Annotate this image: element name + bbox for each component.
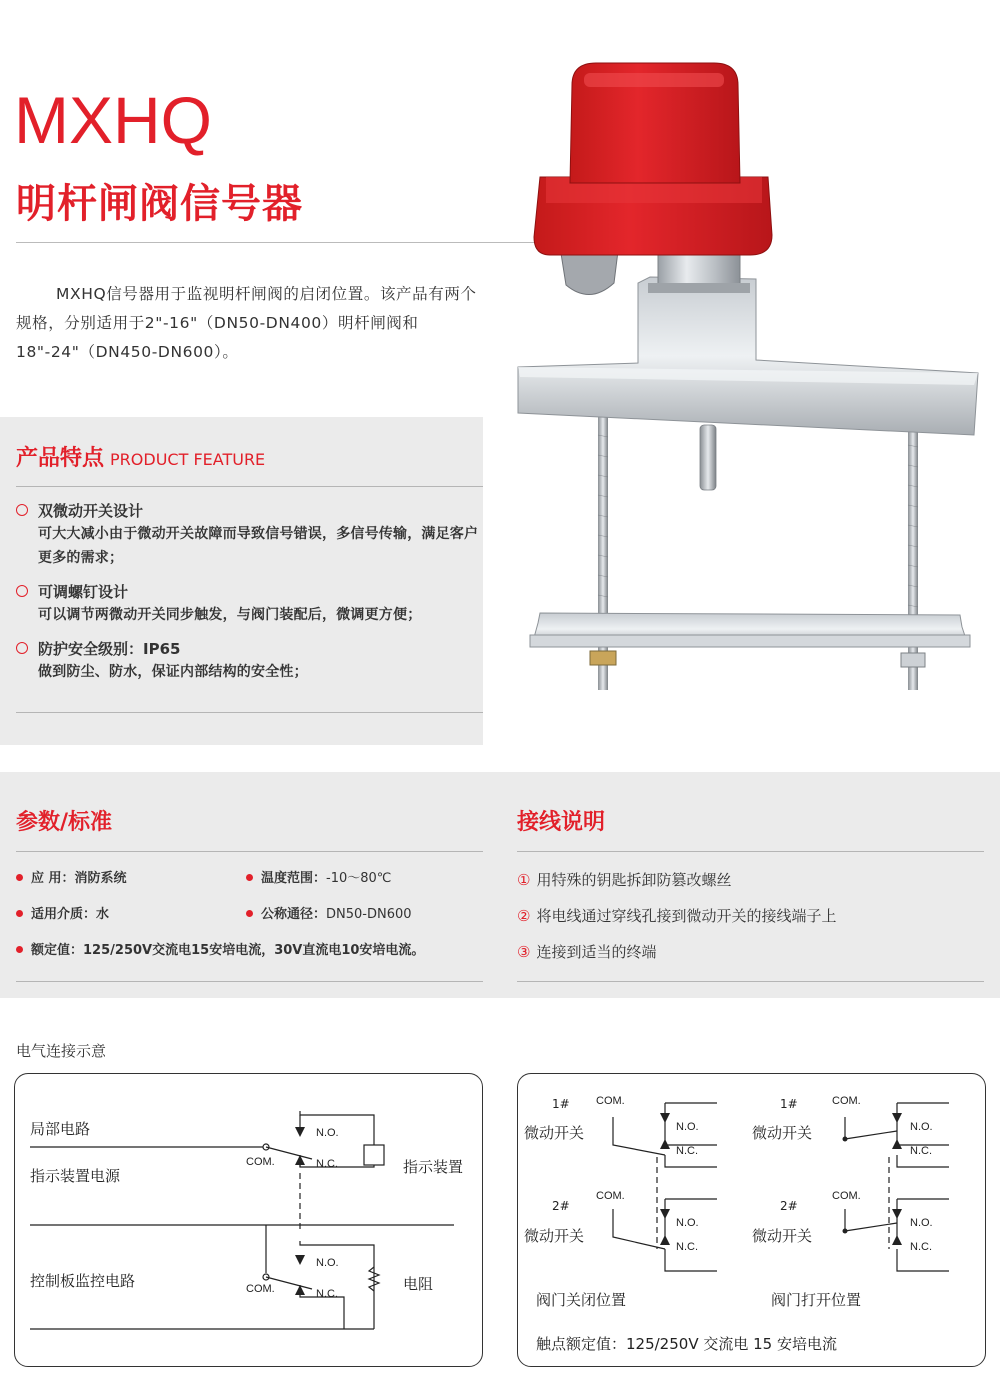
params-divider [16,851,483,852]
feature-title: 防护安全级别：IP65 [38,640,181,658]
params-panel [0,772,1000,998]
product-image [510,55,990,705]
param-rating: 额定值：125/250V交流电15安培电流，30V直流电10安培电流。 [16,941,424,961]
dot-bullet-icon [16,874,23,881]
dot-bullet-icon [16,946,23,953]
label-no: N.O. [676,1217,699,1229]
label-no: N.O. [676,1121,699,1133]
feature-divider [16,486,483,487]
dot-bullet-icon [246,874,253,881]
product-model: MXHQ [14,83,212,157]
label-nc: N.C. [676,1145,698,1157]
feature-desc: 做到防尘、防水，保证内部结构的安全性； [38,664,308,680]
feature-desc: 可大大减小由于微动开关故障而导致信号错误，多信号传输，满足客户更多的需求； [38,526,479,566]
label-nc: N.C. [316,1288,338,1300]
feature-desc: 可以调节两微动开关同步触发，与阀门装配后，微调更方便； [38,607,422,623]
circle-bullet-icon [16,585,28,597]
wiring-step: ③ 连接到适当的终端 [517,943,657,961]
label-valve-closed: 阀门关闭位置 [536,1291,627,1309]
feature-title: 可调螺钉设计 [38,583,129,601]
param-diameter: 公称通径：DN50-DN600 [246,905,412,925]
title-divider [16,242,536,243]
param-application: 应 用：消防系统 [16,869,127,889]
label-no: N.O. [316,1257,339,1269]
feature-heading-cn: 产品特点 [16,446,105,471]
switch2-number: 2# [780,1199,798,1213]
label-indicator: 指示装置 [403,1158,464,1176]
feature-item [16,500,486,570]
wiring-step: ② 将电线通过穿线孔接到微动开关的接线端子上 [517,907,837,925]
params-heading: 参数/标准 [16,810,113,835]
label-com: COM. [246,1156,275,1168]
feature-item [16,581,486,627]
label-no: N.O. [316,1127,339,1139]
switch-label: 微动开关 [524,1227,585,1245]
switch-label: 微动开关 [524,1124,585,1142]
dot-bullet-icon [246,910,253,917]
label-nc: N.C. [316,1158,338,1170]
feature-bottom-divider [16,712,483,713]
circle-bullet-icon [16,642,28,654]
label-resistor: 电阻 [403,1275,434,1293]
intro-text: MXHQ信号器用于监视明杆闸阀的启闭位置。该产品有两个规格，分别适用于2"-16"（DN50-DN400）明杆闸阀和18"-24"（DN450-DN600）。 [16,285,477,361]
wiring-bottom-divider [517,981,984,982]
circle-bullet-icon [16,504,28,516]
wiring-step: ① 用特殊的钥匙拆卸防篡改螺丝 [517,871,732,889]
switch-label: 微动开关 [752,1227,813,1245]
label-nc: N.C. [676,1241,698,1253]
label-com: COM. [596,1190,625,1202]
label-valve-open: 阀门打开位置 [771,1291,862,1309]
params-bottom-divider [16,981,483,982]
param-medium: 适用介质：水 [16,905,109,925]
switch1-number: 1# [552,1097,570,1111]
label-com: COM. [596,1095,625,1107]
feature-item [16,638,486,684]
wiring-divider [517,851,984,852]
switch2-number: 2# [552,1199,570,1213]
label-nc: N.C. [910,1241,932,1253]
switch-label: 微动开关 [752,1124,813,1142]
feature-title: 双微动开关设计 [38,502,144,520]
label-local-circuit: 局部电路 [30,1120,91,1138]
label-com: COM. [832,1095,861,1107]
intro-paragraph [16,280,486,367]
label-com: COM. [246,1283,275,1295]
page-title: 明杆闸阀信号器 [16,181,303,227]
contact-rating: 触点额定值：125/250V 交流电 15 安培电流 [536,1335,837,1353]
feature-heading [16,442,265,477]
param-temperature: 温度范围：-10～80℃ [246,869,391,889]
diagram-section-label: 电气连接示意 [16,1042,107,1060]
label-panel-monitor: 控制板监控电路 [30,1272,136,1290]
label-no: N.O. [910,1121,933,1133]
label-indicator-power: 指示装置电源 [30,1167,121,1185]
label-nc: N.C. [910,1145,932,1157]
label-com: COM. [832,1190,861,1202]
dot-bullet-icon [16,910,23,917]
switch1-number: 1# [780,1097,798,1111]
label-no: N.O. [910,1217,933,1229]
wiring-heading: 接线说明 [517,810,606,835]
feature-heading-en: PRODUCT FEATURE [110,450,266,469]
